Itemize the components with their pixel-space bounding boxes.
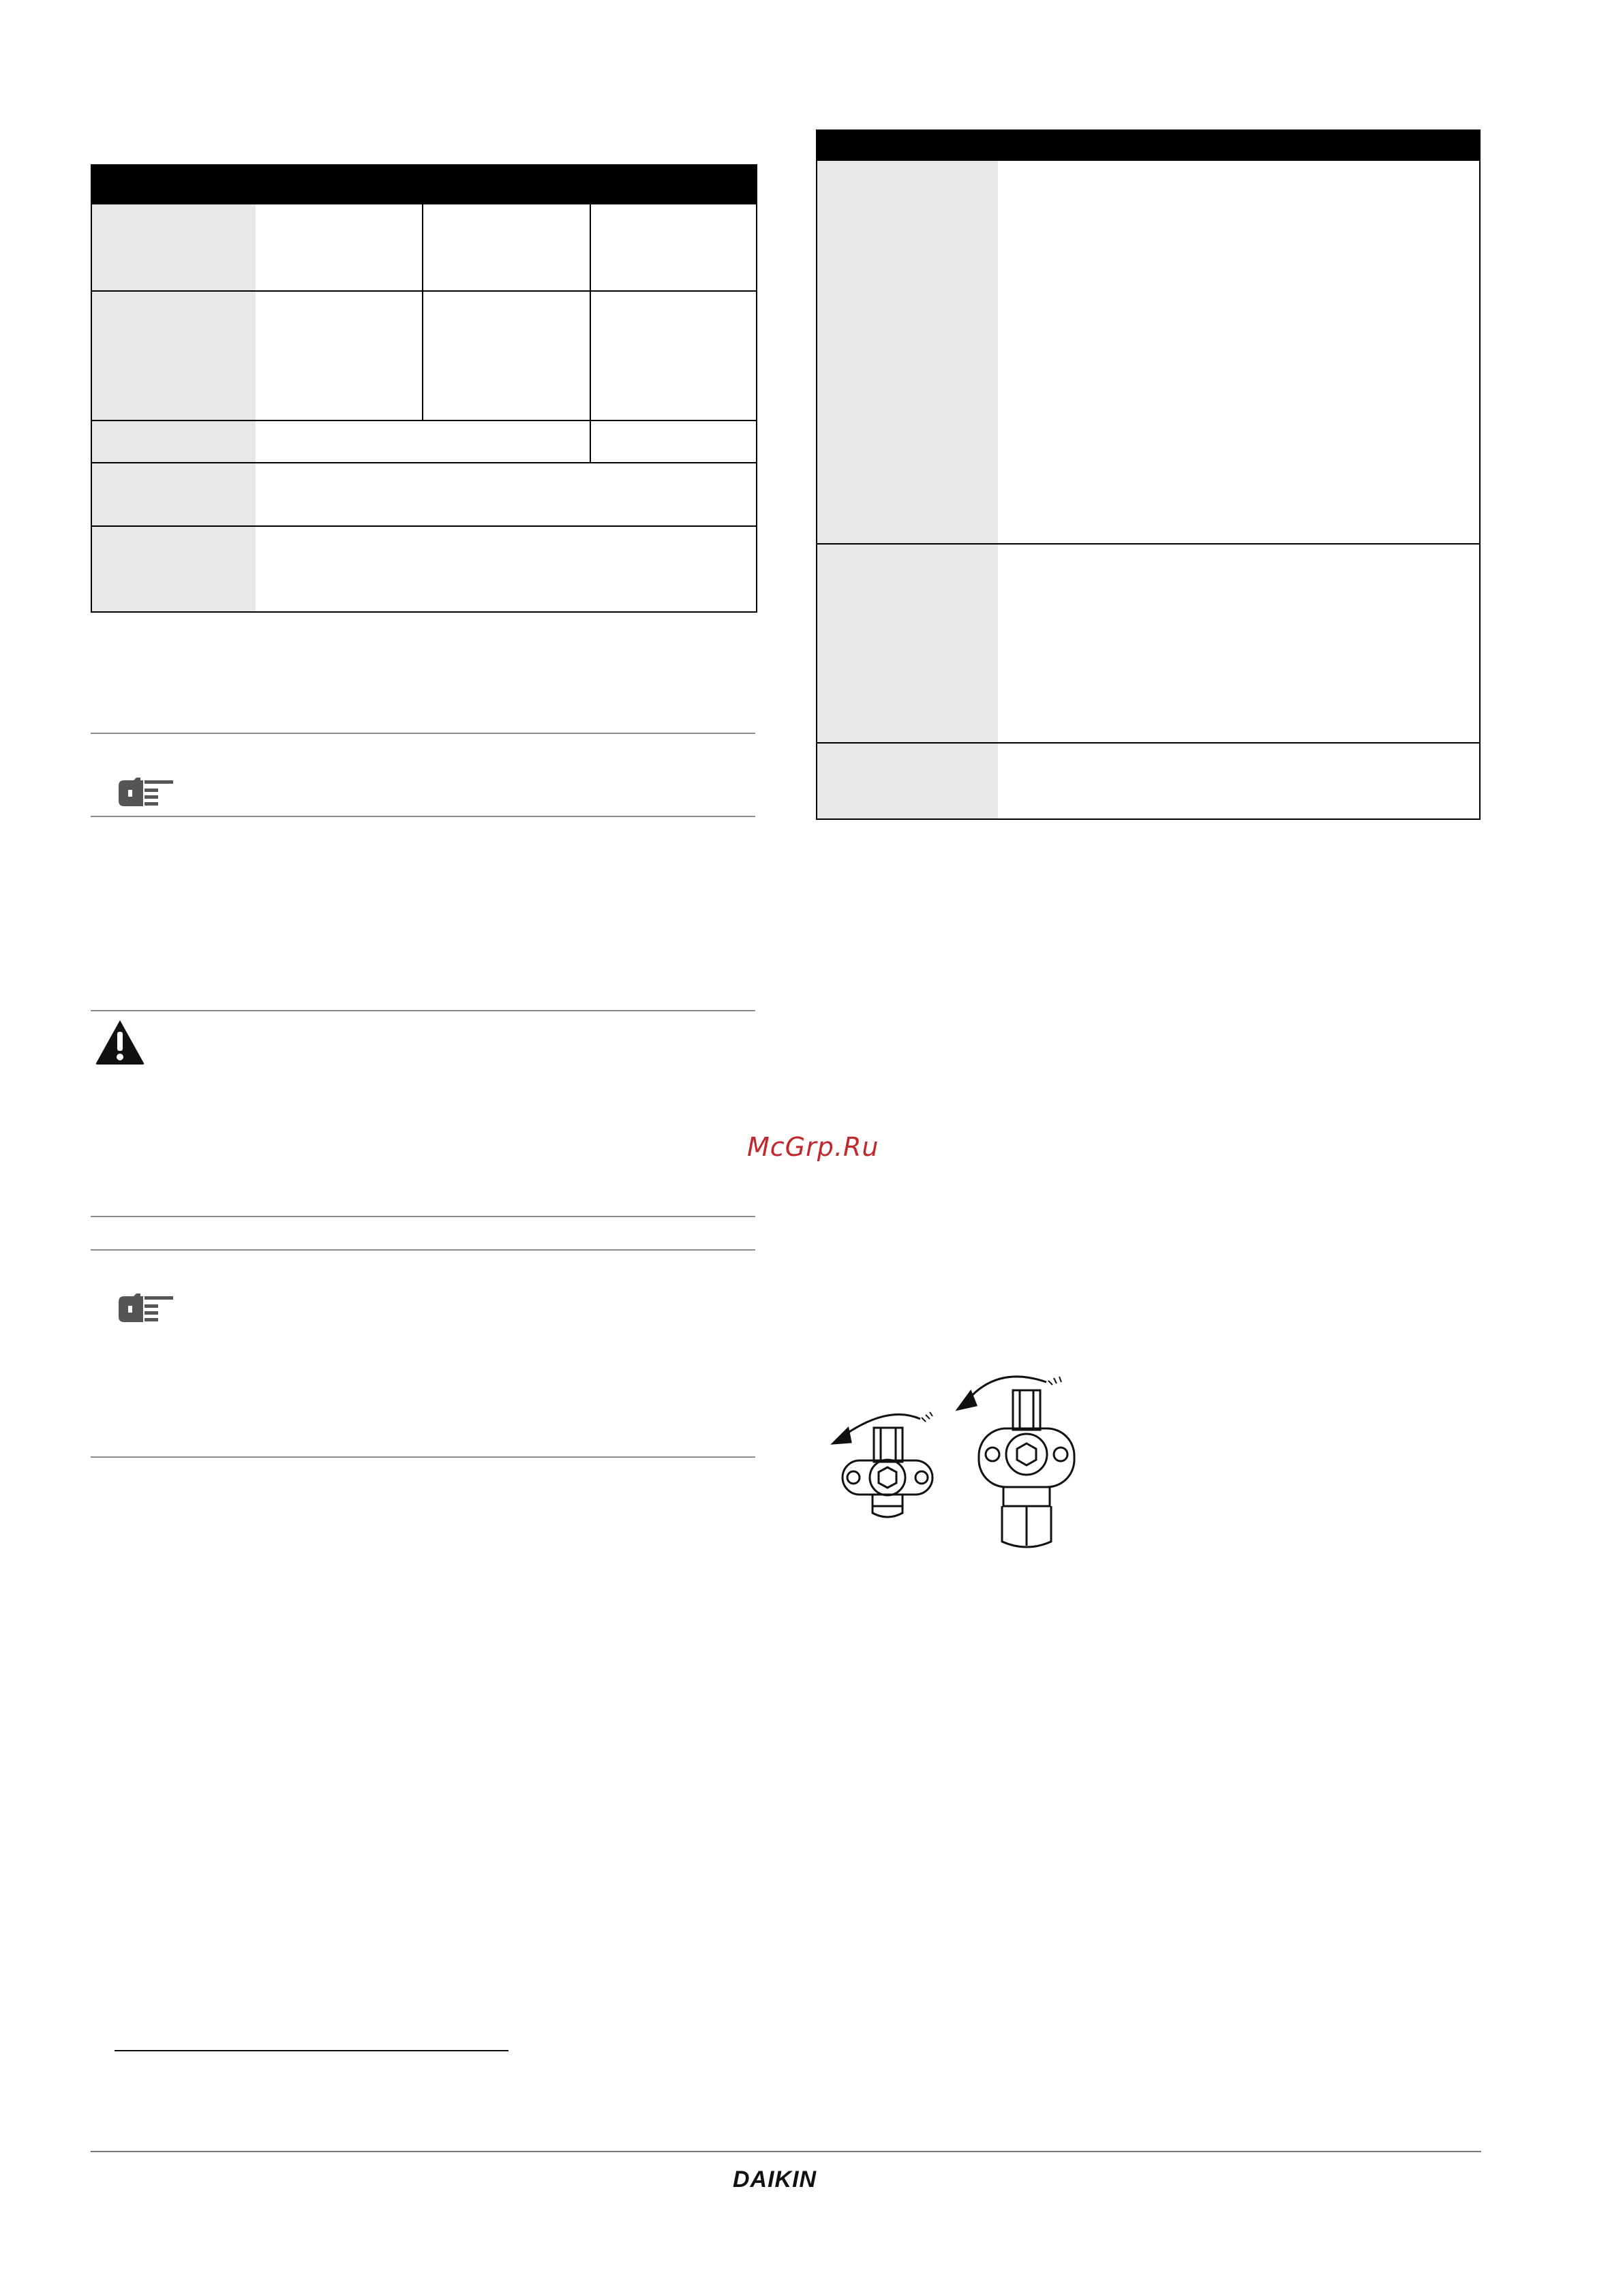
warning-top-rule [91,1010,755,1011]
stop-valve-figure [818,1363,1104,1561]
note2-bottom-rule [91,1456,755,1458]
left-table-label-column [91,204,256,612]
note-bottom-rule [91,816,755,817]
pointing-hand-note-icon-2 [116,1291,175,1325]
left-table-header [91,164,757,204]
pointing-hand-note-icon [116,775,175,809]
right-table-header [816,129,1481,161]
right-table-label-column [817,161,998,819]
note-top-rule [91,733,755,734]
footer-rule [91,2151,1481,2152]
watermark-text: McGrp.Ru [747,1132,879,1162]
note2-top-rule [91,1249,755,1251]
warning-triangle-icon [94,1018,146,1066]
footnote-rule [115,2050,509,2051]
warning-bottom-rule [91,1216,755,1217]
daikin-logo: DAIKIN [733,2167,817,2192]
